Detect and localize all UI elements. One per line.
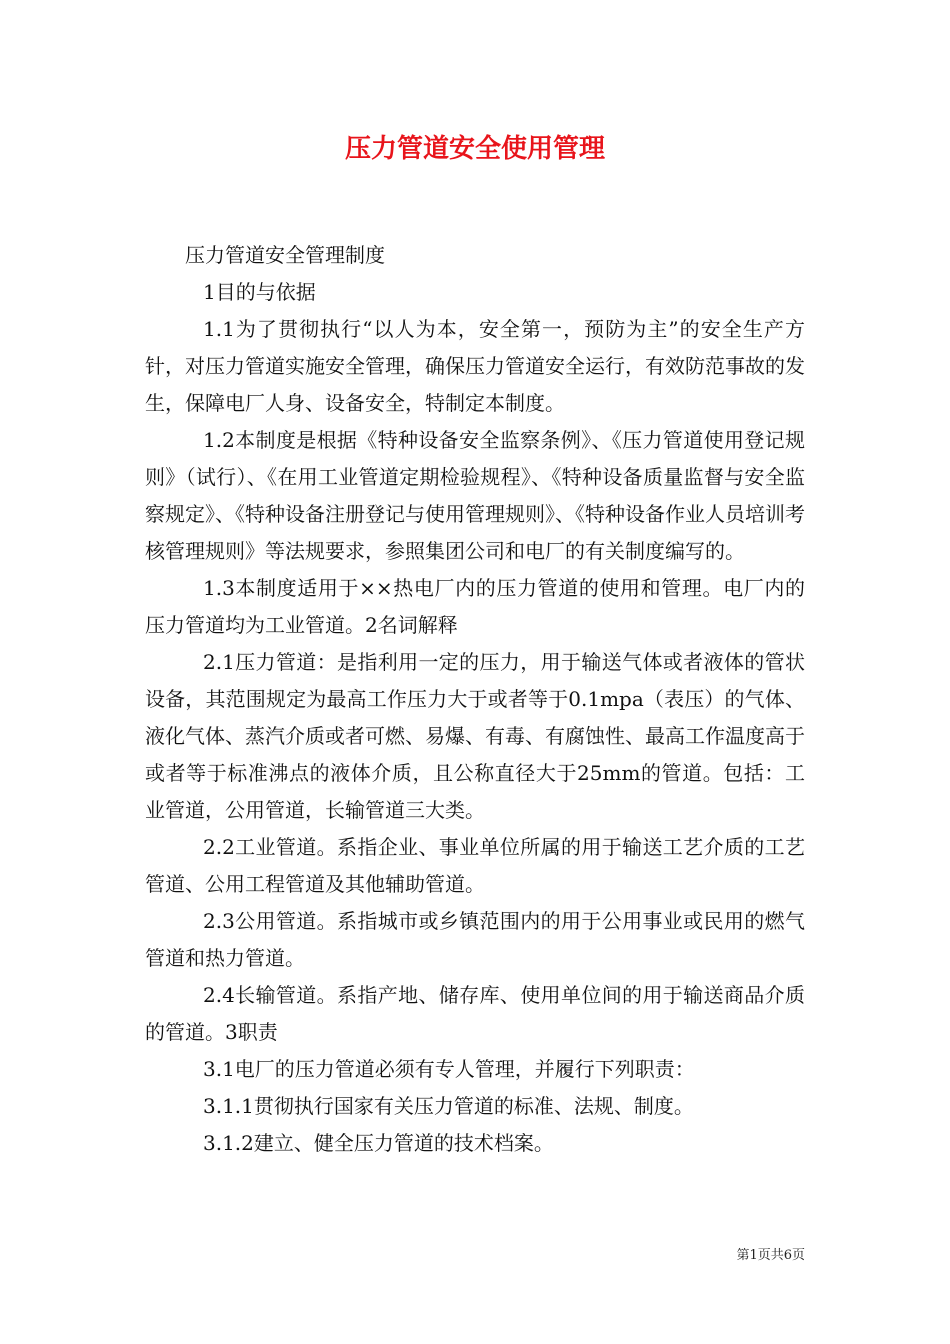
paragraph-2-4: 2.4长输管道。系指产地、储存库、使用单位间的用于输送商品介质的管道。3职责 — [145, 983, 805, 1044]
paragraph-2-1: 2.1压力管道：是指利用一定的压力，用于输送气体或者液体的管状设备，其范围规定为最高工作压力大于或者等于0.1mpa（表压）的气体、液化气体、蒸汽介质或者可燃、易爆、有毒、有腐蚀性、最高工作温度高于或者等于标准沸点的液体介质，且公称直径大于25mm的管道。包括：工业管道，公用管道，长输管道三大类。 — [145, 650, 805, 822]
page-number-footer: 第1页共6页 — [736, 1248, 805, 1263]
paragraph-1-2: 1.2本制度是根据《特种设备安全监察条例》、《压力管道使用登记规则》（试行）、《在用工业管道定期检验规程》、《特种设备质量监督与安全监察规定》、《特种设备注册登记与使用管理规则》、《特种设备作业人员培训考核管理规则》等法规要求，参照集团公司和电厂的有关制度编写的。 — [145, 428, 805, 563]
paragraph-3-1: 3.1电厂的压力管道必须有专人管理，并履行下列职责： — [203, 1057, 695, 1081]
document-body — [145, 237, 805, 1162]
paragraph-3-1-2: 3.1.2建立、健全压力管道的技术档案。 — [203, 1131, 554, 1155]
paragraph-3-1-1: 3.1.1贯彻执行国家有关压力管道的标准、法规、制度。 — [203, 1094, 694, 1118]
paragraph-2-2: 2.2工业管道。系指企业、事业单位所属的用于输送工艺介质的工艺管道、公用工程管道及其他辅助管道。 — [145, 835, 805, 896]
page-title: 压力管道安全使用管理 — [344, 134, 605, 164]
paragraph-section-1: 1目的与依据 — [203, 280, 316, 304]
paragraph-1-1: 1.1为了贯彻执行“以人为本，安全第一，预防为主”的安全生产方针，对压力管道实施安全管理，确保压力管道安全运行，有效防范事故的发生，保障电厂人身、设备安全，特制定本制度。 — [145, 317, 805, 415]
paragraph-heading: 压力管道安全管理制度 — [185, 243, 385, 267]
paragraph-1-3: 1.3本制度适用于××热电厂内的压力管道的使用和管理。电厂内的压力管道均为工业管道。2名词解释 — [145, 576, 805, 637]
paragraph-2-3: 2.3公用管道。系指城市或乡镇范围内的用于公用事业或民用的燃气管道和热力管道。 — [145, 909, 805, 970]
